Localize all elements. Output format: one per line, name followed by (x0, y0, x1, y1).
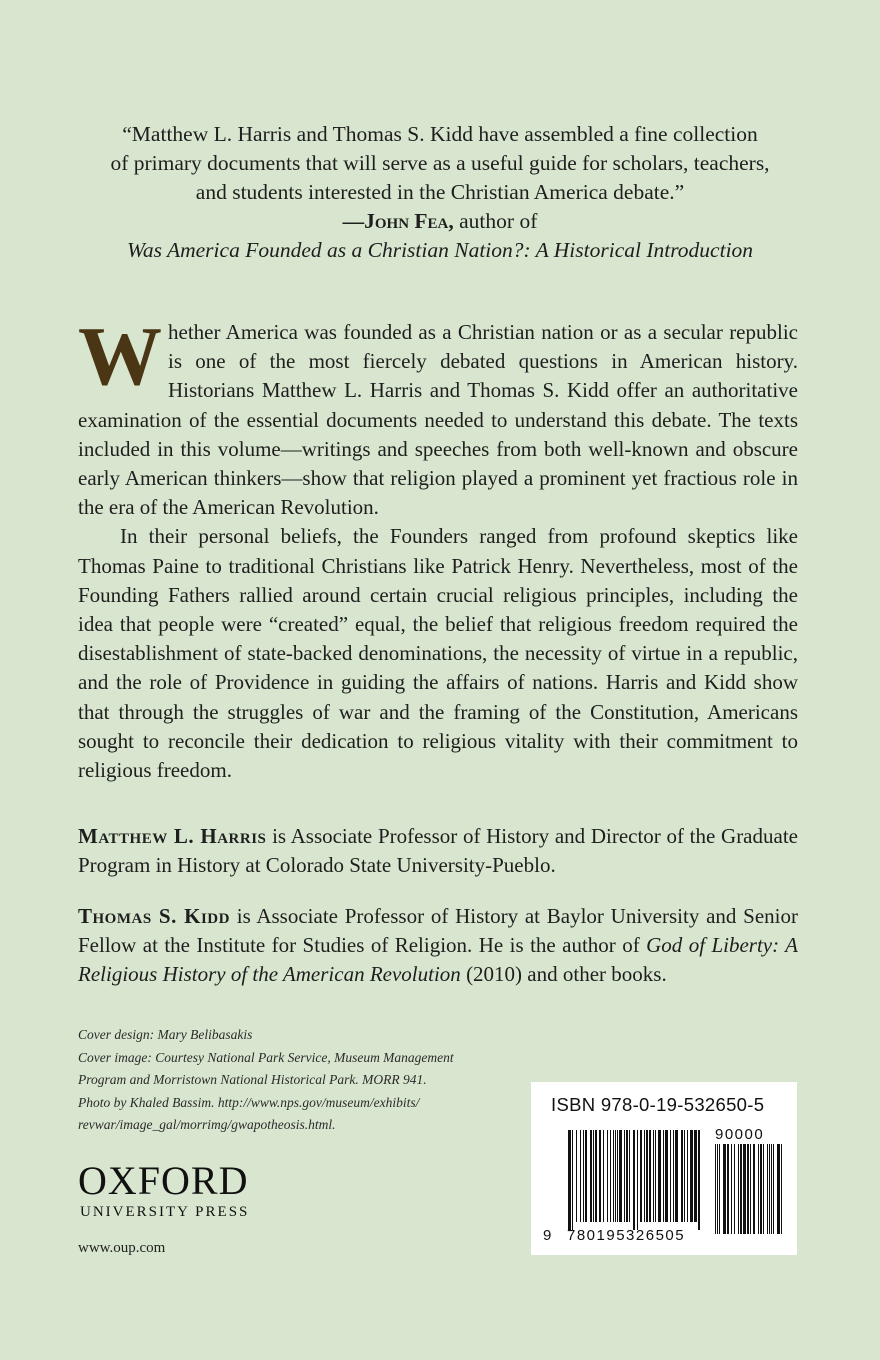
barcode-main-digits: 780195326505 (567, 1227, 686, 1244)
barcode-bar (767, 1144, 768, 1234)
barcode-bar (646, 1130, 648, 1222)
barcode-bar (753, 1144, 755, 1234)
barcode-bar (613, 1130, 614, 1222)
quoted-book-title: Was America Founded as a Christian Nation?: A Historical Introduction (126, 238, 754, 262)
publisher-url: www.oup.com (78, 1240, 166, 1256)
barcode-bar (758, 1144, 759, 1234)
barcode-bar (619, 1130, 622, 1222)
barcode-bar (681, 1130, 683, 1222)
publisher-logo (78, 1160, 249, 1221)
barcode-bar (769, 1144, 770, 1234)
barcode-bar (572, 1130, 573, 1230)
barcode-bar (637, 1130, 638, 1230)
barcode-bar (583, 1130, 584, 1222)
barcode-bar (649, 1130, 651, 1222)
barcode-bar (687, 1130, 688, 1222)
description-paragraph-1: Whether America was founded as a Christian nation or as a secular republic is one of the most fiercely debated questions in American history. Historians Matthew L. Harris and Thomas S. Kidd offer an authoritative examination of the essential documents needed to understand this debate. The texts included in this volume—writings and speeches from both well-known and obscure early American thinkers—show that religion played a prominent yet fractious role in the era of the American Revolution. (78, 310, 798, 520)
attribution-text: author of (453, 209, 538, 233)
barcode-bar (615, 1130, 616, 1222)
quote-attribution (60, 207, 820, 236)
cover-credits: Cover design: Mary Belibasakis Cover image: Courtesy National Park Service, Museum Management Program and Morristown National Historical Park. MORR 941. Photo by Khaled Bassim. http://www.nps.gov/museum/exhibits/ revwar/image_gal/morrimg/gwapotheosis.html. (78, 1027, 454, 1132)
barcode-bar (655, 1130, 656, 1222)
quote-line: “Matthew L. Harris and Thomas S. Kidd have assembled a fine collection (122, 122, 758, 146)
author-name: Thomas S. Kidd (78, 904, 230, 928)
barcode-bar (617, 1130, 618, 1222)
barcode-bar (644, 1130, 645, 1222)
barcode-bar (771, 1144, 772, 1234)
publisher-subname: UNIVERSITY PRESS (80, 1204, 250, 1220)
barcode-bar (626, 1130, 628, 1222)
barcode-bar (740, 1144, 742, 1234)
barcode-bar (653, 1130, 654, 1222)
barcode-bar (629, 1130, 630, 1222)
barcode-bar (580, 1130, 581, 1222)
barcode-bar (595, 1130, 597, 1222)
barcode-bar (590, 1130, 592, 1222)
barcode-bar (715, 1144, 716, 1234)
barcode-bar (734, 1144, 735, 1234)
barcode-bar (760, 1144, 762, 1234)
book-description (78, 310, 798, 785)
barcode-bar (633, 1130, 635, 1230)
barcode-bar (675, 1130, 678, 1222)
attribution-name: —John Fea, (342, 209, 454, 233)
author-name: Matthew L. Harris (78, 824, 267, 848)
barcode-lead-digit: 9 (543, 1227, 553, 1244)
barcode-bar (568, 1130, 571, 1230)
barcode-bar (731, 1144, 732, 1234)
barcode-bar (576, 1130, 577, 1222)
barcode-bar (694, 1130, 697, 1222)
barcode-bar (777, 1144, 780, 1234)
isbn-label: ISBN 978-0-19-532650-5 (551, 1094, 765, 1115)
barcode-bar (743, 1144, 746, 1234)
barcode-bar (717, 1144, 718, 1234)
barcode-bar (698, 1130, 700, 1230)
barcode-bar (747, 1144, 749, 1234)
barcode-bar (585, 1130, 587, 1222)
barcode-bar (599, 1130, 601, 1222)
publisher-name: OXFORD (78, 1158, 249, 1203)
barcode-addon-digits: 90000 (715, 1126, 765, 1143)
barcode-bar (624, 1130, 625, 1222)
barcode-panel (531, 1082, 797, 1255)
barcode-bar (663, 1130, 664, 1222)
barcode-bar (773, 1144, 774, 1234)
barcode-bar (610, 1130, 611, 1222)
barcode-bar (658, 1130, 661, 1222)
endorsement-quote (60, 120, 820, 265)
barcode-bar (723, 1144, 726, 1234)
barcode-bar (665, 1130, 668, 1222)
barcode-bar (607, 1130, 608, 1222)
barcode-bar (738, 1144, 739, 1234)
barcode-bar (727, 1144, 729, 1234)
barcode-bar (781, 1144, 782, 1234)
barcode-bar (673, 1130, 674, 1222)
barcode-bar (684, 1130, 685, 1222)
barcode-bar (690, 1130, 693, 1222)
author-bio-harris: Matthew L. Harris is Associate Professor of History and Director of the Graduate Program in History at Colorado State University-Pueblo. (78, 824, 798, 878)
barcode-bar (593, 1130, 594, 1222)
author-bio-kidd: Thomas S. Kidd is Associate Professor of History at Baylor University and Senior Fellow at the Institute for Studies of Religion. He is the author of God of Liberty: A Religious History of the American Revolution (2010) and other books. (78, 904, 798, 987)
drop-cap: W (78, 310, 162, 403)
author-book-title: God of Liberty: A Religious History of the American Revolution (78, 933, 798, 987)
barcode-bar (719, 1144, 720, 1234)
barcode-bar (603, 1130, 604, 1222)
quote-line: and students interested in the Christian America debate.” (195, 180, 685, 204)
barcode-bar (750, 1144, 751, 1234)
quote-line: of primary documents that will serve as a useful guide for scholars, teachers, (110, 151, 770, 175)
description-paragraph-2: In their personal beliefs, the Founders ranged from profound skeptics like Thomas Paine to traditional Christians like Patrick Henry. Nevertheless, most of the Founding Fathers rallied around certain crucial religious principles, including the idea that people were “created” equal, the belief that religious freedom required the disestablishment of state-backed denominations, the necessity of virtue in a republic, and the role of Providence in guiding the affairs of nations. Harris and Kidd show that through the struggles of war and the framing of the Constitution, Americans sought to reconcile their dedication to religious vitality with their commitment to religious freedom. (78, 524, 798, 783)
barcode-bar (640, 1130, 642, 1222)
barcode-bar (763, 1144, 764, 1234)
barcode-bar (670, 1130, 671, 1222)
